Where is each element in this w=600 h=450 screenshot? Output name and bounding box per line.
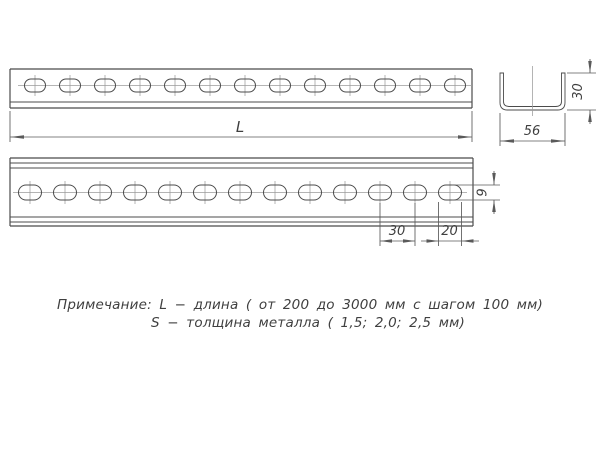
- arrowhead-up: [492, 200, 496, 212]
- arrowhead-down: [492, 173, 496, 185]
- profile-top-holes: [18, 75, 472, 96]
- arrowhead-up: [588, 110, 592, 122]
- dim-slot-length-label: 20: [441, 224, 458, 239]
- view-cross-section: [500, 59, 596, 146]
- view-profile-detail: [10, 158, 500, 246]
- dim-length-label: L: [235, 118, 245, 136]
- note-block: [57, 297, 543, 331]
- view-profile-top: [10, 69, 472, 142]
- dimension-hole-pitch: [380, 203, 415, 246]
- dim-section-width-label: 56: [523, 124, 541, 139]
- dim-slot-height-label: 9: [475, 188, 491, 197]
- arrowhead-left: [500, 139, 514, 143]
- profile-detail-holes: [13, 181, 467, 204]
- dimension-section-height: [567, 59, 596, 124]
- dim-section-height-label: 30: [571, 83, 586, 100]
- note-line-1: Примечание: L − длина ( от 200 до 3000 мм с шагом 100 мм): [56, 297, 544, 313]
- arrowhead-left: [10, 135, 24, 139]
- arrowhead-down: [588, 61, 592, 73]
- dimension-slot-length: [421, 202, 479, 246]
- arrowhead-right: [551, 139, 565, 143]
- dim-hole-pitch-label: 30: [388, 224, 406, 239]
- dimension-length: [10, 111, 472, 142]
- dimension-section-width: [500, 113, 565, 146]
- arrowhead-right: [403, 239, 415, 243]
- note-line-2: S − толщина металла ( 1,5; 2,0; 2,5 мм): [151, 315, 465, 331]
- arrowhead-left: [462, 239, 474, 243]
- arrowhead-right: [458, 135, 472, 139]
- arrowhead-left: [380, 239, 392, 243]
- arrowhead-right: [427, 239, 439, 243]
